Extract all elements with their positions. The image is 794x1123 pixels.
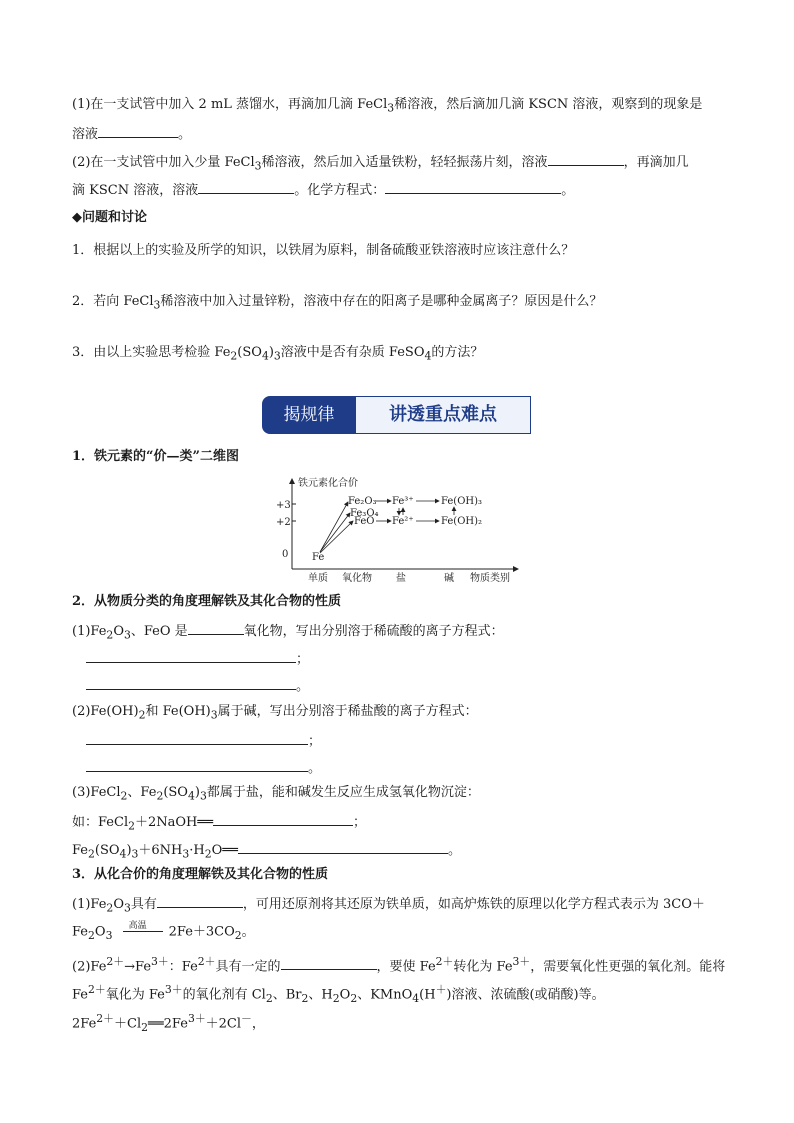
text: 具有一定的 [215,959,281,975]
condition-bar [123,931,163,932]
superscript: 2＋ [197,955,216,968]
subscript: 4 [187,789,195,803]
text: ＋2NaOH══ [135,815,214,830]
superscript: ＋ [435,983,447,996]
text: 氧化物，写出分别溶于稀硫酸的离子方程式： [243,624,504,639]
answer-blank[interactable] [238,840,448,854]
answer-blank[interactable] [86,676,296,690]
text: ·H [189,843,205,858]
answer-blank[interactable] [98,124,178,138]
equation-blank-line [86,676,309,696]
arrow [320,521,353,553]
subscript: 2 [301,991,309,1005]
subscript: 3 [123,901,131,915]
subscript: 4 [424,349,432,363]
y-axis-label: 铁元素化合价 [298,478,358,489]
section-3-title: 3．从化合价的角度理解铁及其化合物的性质 [72,867,329,882]
text: O [113,897,124,912]
subscript: 2 [88,929,95,943]
equation-blank-line [86,731,321,751]
subscript: 3 [182,847,190,861]
text: (SO [94,843,120,858]
text: ； [296,652,310,667]
text: 稀溶液中加入过量锌粉，溶液中存在的阳离子是哪种金属离子？原因是什么？ [160,294,603,309]
text: ＋2Cl [205,1016,242,1032]
text: ＋Cl [114,1016,142,1032]
text: (2)在一支试管中加入少量 FeCl [72,155,255,170]
text: 。 [308,761,322,776]
banner-right-label: 讲透重点难点 [356,396,531,434]
node-feoh3: Fe(OH)₃ [441,496,483,507]
y-tick-plus3: +3 [276,500,291,511]
text: ， [251,1016,265,1032]
arrow [320,502,348,552]
subscript: 2 [138,708,146,722]
text: 。化学方程式： [294,183,386,198]
text: O [339,987,351,1003]
example-2 [72,840,461,864]
superscript: 2＋ [96,1012,114,1025]
answer-blank[interactable] [548,152,624,166]
section-1-title: 1．铁元素的“价—类”二维图 [72,449,240,464]
text: Fe [72,843,89,858]
answer-blank[interactable] [213,812,353,826]
text: (SO [163,785,188,800]
answer-blank[interactable] [198,180,294,194]
superscript: 3＋ [512,955,531,968]
subscript: 3 [153,298,161,312]
subscript: 2 [230,349,238,363]
subscript: 3 [123,628,131,642]
text: 如：FeCl [72,815,129,830]
section-3-equation [72,1010,265,1037]
subscript: 3 [210,708,218,722]
text: 滴 KSCN 溶液，溶液 [72,183,199,198]
arrow [320,513,350,552]
section-3-item-2-line-2 [72,981,605,1008]
text: 稀溶液，然后加入适量铁粉，轻轻振荡片刻，溶液 [261,155,548,170]
text: 2Fe＋3CO [168,924,235,940]
text: 都属于盐，能和碱发生反应生成氢氧化物沉淀： [206,785,480,800]
experiment-1-line-1 [72,96,702,118]
text: 具有 [130,897,157,912]
text: O [113,624,124,639]
equation-blank-line [86,649,309,669]
text: 、Br [272,987,302,1003]
condition-label: 高温 [128,921,147,931]
text: 溶液 [72,127,99,142]
text: (3)FeCl [72,785,121,800]
text: (H [419,987,436,1003]
superscript: 2＋ [435,955,454,968]
text: 。 [296,679,310,694]
valence-class-diagram [268,473,528,585]
text: 的氧化剂有 Cl [182,987,266,1003]
banner-left-label: 揭规律 [262,396,356,434]
text: 2．若向 FeCl [72,294,154,309]
text: →Fe [124,959,152,975]
text: Fe [72,924,89,940]
text: ，需要氧化性更强的氧化剂。能将 [530,959,726,975]
text: 2Fe [72,1016,97,1032]
experiment-1-line-2 [72,124,191,144]
node-fe: Fe [312,552,325,563]
node-feoh2: Fe(OH)₂ [441,516,483,527]
subscript: 3 [254,159,262,173]
superscript: 2＋ [106,955,125,968]
text: 属于碱，写出分别溶于稀盐酸的离子方程式： [217,704,478,719]
subscript: 3 [273,349,281,363]
answer-blank[interactable] [281,956,377,970]
text: 。 [447,843,461,858]
subscript: 2 [204,847,212,861]
x-tick-category: 物质类别 [470,573,510,584]
text: 和 Fe(OH) [145,704,211,719]
answer-blank[interactable] [188,621,244,635]
node-fe3-ion: Fe³⁺ [392,496,414,507]
subscript: 2 [350,991,358,1005]
text: 的方法？ [431,345,484,360]
text: 。 [561,183,575,198]
subscript: 2 [88,847,95,861]
text: ) [194,785,200,800]
question-1: 1．根据以上的实验及所学的知识，以铁屑为原料，制备硫酸亚铁溶液时应该注意什么？ [72,243,575,258]
text: )溶液、浓硫酸(或硝酸)等。 [446,987,605,1003]
text: 3．由以上实验思考检验 Fe [72,345,231,360]
subscript: 4 [119,847,127,861]
text: 、H [308,987,333,1003]
superscript: 3＋ [164,983,183,996]
text: (1)在一支试管中加入 2 mL 蒸馏水，再滴加几滴 FeCl [72,97,388,112]
question-3 [72,344,483,366]
y-tick-zero: 0 [282,549,289,560]
text: ，可用还原剂将其还原为铁单质，如高炉炼铁的原理以化学方程式表示为 3CO＋ [242,897,705,912]
subscript: 3 [199,789,207,803]
answer-blank[interactable] [86,758,308,772]
subscript: 3 [387,101,395,115]
equation-blank-line [86,758,321,778]
superscript: 2＋ [88,983,106,996]
superscript: － [241,1012,252,1025]
subscript: 2 [106,901,114,915]
section-2-item-1 [72,621,504,645]
answer-blank[interactable] [385,180,561,194]
reaction-condition [123,923,163,941]
x-tick-salt: 盐 [396,573,406,584]
text: (1)Fe [72,897,107,912]
text: (2)Fe(OH) [72,704,139,719]
subscript: 2 [332,991,340,1005]
text: 氧化为 Fe [105,987,165,1003]
subscript: 3 [105,929,113,943]
text: (1)Fe [72,624,107,639]
text: O [94,924,106,940]
text: ：Fe [168,959,198,975]
subscript: 2 [156,789,164,803]
subscript: 2 [265,991,273,1005]
answer-blank[interactable] [86,731,308,745]
section-3-item-1-line-2 [72,923,255,945]
text: ，要使 Fe [376,959,436,975]
experiment-2-line-2 [72,180,574,200]
text: ) [268,345,274,360]
example-1 [72,812,366,836]
question-2 [72,293,602,315]
y-tick-plus2: +2 [276,517,291,528]
node-feo: FeO [354,516,375,527]
superscript: 3＋ [151,955,169,968]
superscript: 3＋ [187,1012,206,1025]
x-tick-base: 碱 [444,573,454,584]
x-tick-element: 单质 [308,573,328,584]
subscript: 2 [106,628,114,642]
answer-blank[interactable] [86,649,296,663]
subscript: 4 [412,991,420,1005]
text: ，再滴加几 [623,155,689,170]
text: 、KMnO [357,987,413,1003]
text: (SO [237,345,262,360]
subscript: 2 [141,1020,148,1034]
section-banner [262,396,532,436]
subscript: 3 [131,847,139,861]
text: ) [126,843,132,858]
answer-blank[interactable] [157,894,243,908]
text: 、Fe [127,785,157,800]
x-tick-oxide: 氧化物 [342,573,372,584]
subscript: 2 [128,819,135,833]
subscript: 4 [261,349,269,363]
section-3-item-1-line-1 [72,894,705,918]
text: 。 [178,127,192,142]
node-fe2o3: Fe₂O₃ [348,496,377,507]
text: 溶液中是否有杂质 FeSO [280,345,425,360]
subscript: 2 [120,789,128,803]
text: (2)Fe [72,959,107,975]
text: ； [308,734,322,749]
text: 稀溶液，然后滴加几滴 KSCN 溶液，观察到的现象是 [394,97,703,112]
text: Fe [72,987,89,1003]
section-2-item-3 [72,784,480,806]
node-fe3o4: Fe₃O₄ [350,508,379,519]
text: ══2Fe [148,1016,188,1032]
discussion-heading: ◆问题和讨论 [72,210,147,225]
text: O══ [211,843,238,858]
section-2-title: 2．从物质分类的角度理解铁及其化合物的性质 [72,594,342,609]
text: ＋6NH [138,843,183,858]
section-3-item-2-line-1 [72,953,725,976]
experiment-2-line-1 [72,152,689,176]
text: 转化为 Fe [453,959,513,975]
text: 。 [241,924,255,940]
node-fe2-ion: Fe²⁺ [392,516,414,527]
section-2-item-2 [72,703,478,725]
text: ； [353,815,367,830]
text: 、FeO 是 [130,624,188,639]
subscript: 2 [234,929,242,943]
